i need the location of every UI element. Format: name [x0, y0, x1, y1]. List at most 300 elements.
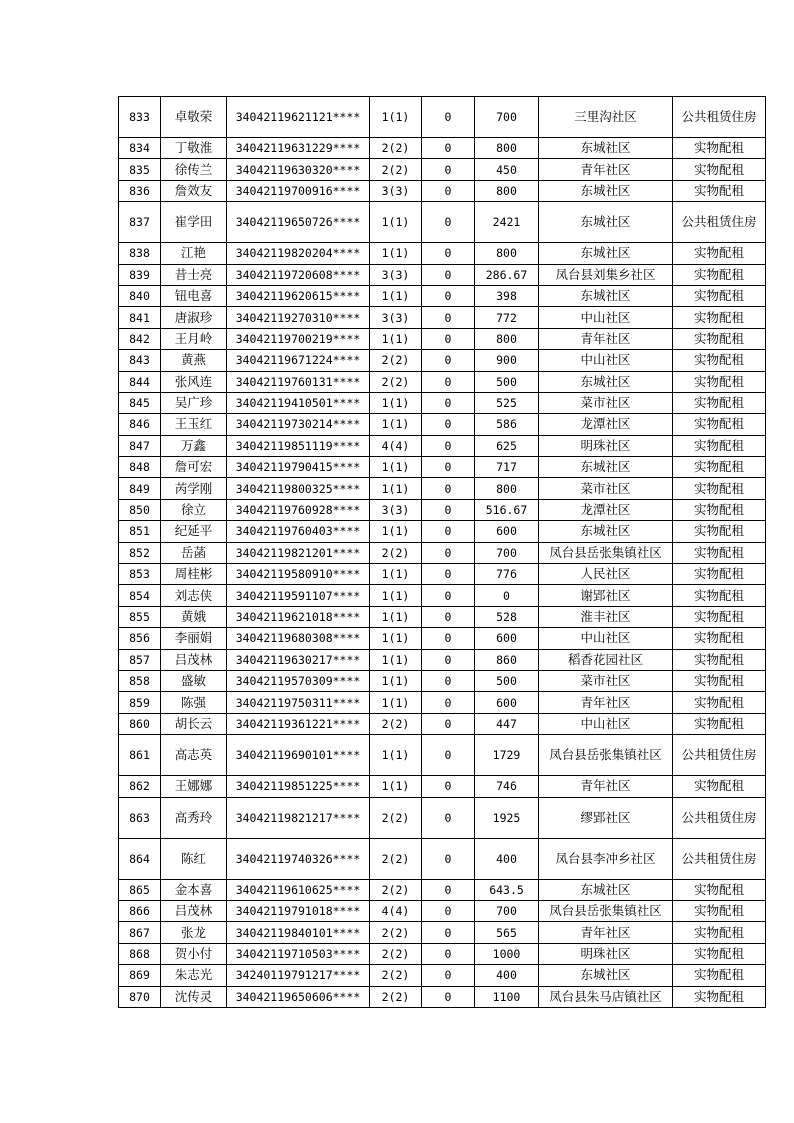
table-row: [119, 542, 766, 563]
name-cell: 崔学田: [161, 202, 227, 243]
rental-type-cell: 实物配租: [673, 328, 766, 349]
table-row: [119, 628, 766, 649]
row-number-cell: 841: [119, 307, 161, 328]
amount-cell: 1000: [475, 943, 539, 964]
col-zero-cell: 0: [422, 838, 475, 879]
rental-type-cell: 实物配租: [673, 264, 766, 285]
table-row: [119, 180, 766, 201]
household-size-cell: 1(1): [370, 328, 422, 349]
row-number-cell: 835: [119, 159, 161, 180]
amount-cell: 860: [475, 649, 539, 670]
table-row: [119, 585, 766, 606]
rental-type-cell: 实物配租: [673, 414, 766, 435]
row-number-cell: 852: [119, 542, 161, 563]
row-number-cell: 856: [119, 628, 161, 649]
col-zero-cell: 0: [422, 922, 475, 943]
name-cell: 张风连: [161, 371, 227, 392]
rental-type-cell: 实物配租: [673, 965, 766, 986]
row-number-cell: 847: [119, 435, 161, 456]
row-number-cell: 860: [119, 713, 161, 734]
community-cell: 凤台县岳张集镇社区: [539, 900, 673, 921]
amount-cell: 1100: [475, 986, 539, 1007]
community-cell: 东城社区: [539, 965, 673, 986]
rental-type-cell: 实物配租: [673, 499, 766, 520]
col-zero-cell: 0: [422, 585, 475, 606]
rental-type-cell: 公共租赁住房: [673, 797, 766, 838]
household-size-cell: 1(1): [370, 202, 422, 243]
community-cell: 凤台县岳张集镇社区: [539, 735, 673, 776]
col-zero-cell: 0: [422, 564, 475, 585]
amount-cell: 600: [475, 692, 539, 713]
row-number-cell: 866: [119, 900, 161, 921]
name-cell: 詹可宏: [161, 457, 227, 478]
id-number-cell: 34240119791217****: [227, 965, 370, 986]
household-size-cell: 1(1): [370, 97, 422, 138]
row-number-cell: 854: [119, 585, 161, 606]
id-number-cell: 34042119790415****: [227, 457, 370, 478]
community-cell: 凤台县朱马店镇社区: [539, 986, 673, 1007]
household-size-cell: 1(1): [370, 606, 422, 627]
row-number-cell: 846: [119, 414, 161, 435]
community-cell: 菜市社区: [539, 392, 673, 413]
col-zero-cell: 0: [422, 457, 475, 478]
name-cell: 黄娥: [161, 606, 227, 627]
table-row: [119, 965, 766, 986]
col-zero-cell: 0: [422, 328, 475, 349]
rental-type-cell: 实物配租: [673, 350, 766, 371]
name-cell: 徐立: [161, 499, 227, 520]
id-number-cell: 34042119631229****: [227, 138, 370, 159]
household-size-cell: 2(2): [370, 838, 422, 879]
rental-type-cell: 公共租赁住房: [673, 735, 766, 776]
table-row: [119, 138, 766, 159]
rental-type-cell: 实物配租: [673, 649, 766, 670]
name-cell: 黄燕: [161, 350, 227, 371]
table-row: [119, 97, 766, 138]
amount-cell: 565: [475, 922, 539, 943]
name-cell: 万鑫: [161, 435, 227, 456]
table-row: [119, 922, 766, 943]
col-zero-cell: 0: [422, 521, 475, 542]
community-cell: 凤台县岳张集镇社区: [539, 542, 673, 563]
household-size-cell: 1(1): [370, 457, 422, 478]
community-cell: 龙潭社区: [539, 499, 673, 520]
id-number-cell: 34042119760928****: [227, 499, 370, 520]
id-number-cell: 34042119680308****: [227, 628, 370, 649]
id-number-cell: 34042119740326****: [227, 838, 370, 879]
rental-type-cell: 实物配租: [673, 776, 766, 797]
amount-cell: 643.5: [475, 879, 539, 900]
name-cell: 贺小付: [161, 943, 227, 964]
household-size-cell: 2(2): [370, 986, 422, 1007]
rental-type-cell: 实物配租: [673, 392, 766, 413]
household-size-cell: 2(2): [370, 371, 422, 392]
household-size-cell: 2(2): [370, 159, 422, 180]
table-row: [119, 478, 766, 499]
table-row: [119, 328, 766, 349]
col-zero-cell: 0: [422, 264, 475, 285]
amount-cell: 516.67: [475, 499, 539, 520]
id-number-cell: 34042119821201****: [227, 542, 370, 563]
community-cell: 青年社区: [539, 328, 673, 349]
table-row: [119, 900, 766, 921]
col-zero-cell: 0: [422, 159, 475, 180]
household-size-cell: 1(1): [370, 478, 422, 499]
table-row: [119, 307, 766, 328]
table-row: [119, 499, 766, 520]
id-number-cell: 34042119580910****: [227, 564, 370, 585]
rental-type-cell: 实物配租: [673, 670, 766, 691]
community-cell: 三里沟社区: [539, 97, 673, 138]
table-row: [119, 159, 766, 180]
rental-type-cell: 实物配租: [673, 628, 766, 649]
rental-type-cell: 实物配租: [673, 606, 766, 627]
col-zero-cell: 0: [422, 628, 475, 649]
rental-type-cell: 公共租赁住房: [673, 202, 766, 243]
col-zero-cell: 0: [422, 307, 475, 328]
row-number-cell: 834: [119, 138, 161, 159]
name-cell: 昔士亮: [161, 264, 227, 285]
rental-type-cell: 实物配租: [673, 542, 766, 563]
name-cell: 朱志光: [161, 965, 227, 986]
rental-type-cell: 实物配租: [673, 943, 766, 964]
household-size-cell: 1(1): [370, 692, 422, 713]
table-row: [119, 943, 766, 964]
name-cell: 李丽娟: [161, 628, 227, 649]
community-cell: 菜市社区: [539, 670, 673, 691]
table-row: [119, 392, 766, 413]
rental-type-cell: 实物配租: [673, 879, 766, 900]
household-size-cell: 2(2): [370, 965, 422, 986]
household-size-cell: 2(2): [370, 797, 422, 838]
row-number-cell: 861: [119, 735, 161, 776]
rental-type-cell: 实物配租: [673, 713, 766, 734]
id-number-cell: 34042119700219****: [227, 328, 370, 349]
amount-cell: 586: [475, 414, 539, 435]
table-row: [119, 692, 766, 713]
amount-cell: 700: [475, 900, 539, 921]
col-zero-cell: 0: [422, 350, 475, 371]
col-zero-cell: 0: [422, 371, 475, 392]
col-zero-cell: 0: [422, 649, 475, 670]
row-number-cell: 836: [119, 180, 161, 201]
rental-type-cell: 实物配租: [673, 692, 766, 713]
community-cell: 东城社区: [539, 879, 673, 900]
id-number-cell: 34042119851225****: [227, 776, 370, 797]
row-number-cell: 859: [119, 692, 161, 713]
community-cell: 青年社区: [539, 159, 673, 180]
community-cell: 东城社区: [539, 180, 673, 201]
col-zero-cell: 0: [422, 138, 475, 159]
id-number-cell: 34042119570309****: [227, 670, 370, 691]
table-row: [119, 735, 766, 776]
household-size-cell: 3(3): [370, 180, 422, 201]
col-zero-cell: 0: [422, 735, 475, 776]
household-size-cell: 2(2): [370, 943, 422, 964]
row-number-cell: 853: [119, 564, 161, 585]
col-zero-cell: 0: [422, 97, 475, 138]
id-number-cell: 34042119720608****: [227, 264, 370, 285]
community-cell: 青年社区: [539, 776, 673, 797]
row-number-cell: 870: [119, 986, 161, 1007]
name-cell: 沈传灵: [161, 986, 227, 1007]
col-zero-cell: 0: [422, 965, 475, 986]
col-zero-cell: 0: [422, 478, 475, 499]
community-cell: 中山社区: [539, 713, 673, 734]
rental-type-cell: 公共租赁住房: [673, 838, 766, 879]
table-row: [119, 797, 766, 838]
row-number-cell: 840: [119, 285, 161, 306]
household-size-cell: 3(3): [370, 264, 422, 285]
col-zero-cell: 0: [422, 776, 475, 797]
name-cell: 徐传兰: [161, 159, 227, 180]
community-cell: 东城社区: [539, 521, 673, 542]
row-number-cell: 865: [119, 879, 161, 900]
amount-cell: 286.67: [475, 264, 539, 285]
household-size-cell: 3(3): [370, 499, 422, 520]
id-number-cell: 34042119820204****: [227, 243, 370, 264]
id-number-cell: 34042119621121****: [227, 97, 370, 138]
community-cell: 东城社区: [539, 138, 673, 159]
name-cell: 胡长云: [161, 713, 227, 734]
household-size-cell: 2(2): [370, 922, 422, 943]
rental-type-cell: 实物配租: [673, 986, 766, 1007]
id-number-cell: 34042119700916****: [227, 180, 370, 201]
name-cell: 吕茂林: [161, 649, 227, 670]
table-row: [119, 776, 766, 797]
community-cell: 谢郢社区: [539, 585, 673, 606]
community-cell: 龙潭社区: [539, 414, 673, 435]
id-number-cell: 34042119690101****: [227, 735, 370, 776]
table-row: [119, 414, 766, 435]
row-number-cell: 833: [119, 97, 161, 138]
col-zero-cell: 0: [422, 499, 475, 520]
id-number-cell: 34042119710503****: [227, 943, 370, 964]
household-size-cell: 1(1): [370, 392, 422, 413]
id-number-cell: 34042119650606****: [227, 986, 370, 1007]
rental-type-cell: 实物配租: [673, 564, 766, 585]
rental-type-cell: 实物配租: [673, 585, 766, 606]
col-zero-cell: 0: [422, 542, 475, 563]
household-size-cell: 1(1): [370, 735, 422, 776]
name-cell: 张龙: [161, 922, 227, 943]
col-zero-cell: 0: [422, 202, 475, 243]
id-number-cell: 34042119791018****: [227, 900, 370, 921]
table-row: [119, 435, 766, 456]
rental-type-cell: 实物配租: [673, 900, 766, 921]
rental-type-cell: 实物配租: [673, 138, 766, 159]
col-zero-cell: 0: [422, 180, 475, 201]
id-number-cell: 34042119591107****: [227, 585, 370, 606]
community-cell: 凤台县刘集乡社区: [539, 264, 673, 285]
name-cell: 周桂彬: [161, 564, 227, 585]
table-row: [119, 285, 766, 306]
amount-cell: 625: [475, 435, 539, 456]
amount-cell: 1925: [475, 797, 539, 838]
col-zero-cell: 0: [422, 713, 475, 734]
row-number-cell: 867: [119, 922, 161, 943]
name-cell: 高志英: [161, 735, 227, 776]
community-cell: 人民社区: [539, 564, 673, 585]
household-size-cell: 1(1): [370, 521, 422, 542]
col-zero-cell: 0: [422, 243, 475, 264]
name-cell: 岳菡: [161, 542, 227, 563]
row-number-cell: 855: [119, 606, 161, 627]
row-number-cell: 848: [119, 457, 161, 478]
rental-type-cell: 实物配租: [673, 307, 766, 328]
table-row: [119, 606, 766, 627]
id-number-cell: 34042119620615****: [227, 285, 370, 306]
row-number-cell: 851: [119, 521, 161, 542]
id-number-cell: 34042119361221****: [227, 713, 370, 734]
name-cell: 王月岭: [161, 328, 227, 349]
amount-cell: 2421: [475, 202, 539, 243]
household-size-cell: 2(2): [370, 350, 422, 371]
col-zero-cell: 0: [422, 392, 475, 413]
name-cell: 盛敏: [161, 670, 227, 691]
rental-type-cell: 实物配租: [673, 243, 766, 264]
col-zero-cell: 0: [422, 692, 475, 713]
name-cell: 陈强: [161, 692, 227, 713]
id-number-cell: 34042119621018****: [227, 606, 370, 627]
id-number-cell: 34042119821217****: [227, 797, 370, 838]
name-cell: 钮电喜: [161, 285, 227, 306]
household-size-cell: 2(2): [370, 542, 422, 563]
name-cell: 卓敬荣: [161, 97, 227, 138]
community-cell: 东城社区: [539, 371, 673, 392]
id-number-cell: 34042119610625****: [227, 879, 370, 900]
row-number-cell: 868: [119, 943, 161, 964]
name-cell: 王玉红: [161, 414, 227, 435]
amount-cell: 500: [475, 670, 539, 691]
community-cell: 明珠社区: [539, 435, 673, 456]
table-row: [119, 521, 766, 542]
id-number-cell: 34042119410501****: [227, 392, 370, 413]
table-row: [119, 350, 766, 371]
amount-cell: 900: [475, 350, 539, 371]
row-number-cell: 839: [119, 264, 161, 285]
community-cell: 凤台县李冲乡社区: [539, 838, 673, 879]
col-zero-cell: 0: [422, 879, 475, 900]
table-row: [119, 243, 766, 264]
col-zero-cell: 0: [422, 986, 475, 1007]
household-size-cell: 1(1): [370, 285, 422, 306]
household-size-cell: 2(2): [370, 713, 422, 734]
id-number-cell: 34042119851119****: [227, 435, 370, 456]
household-size-cell: 1(1): [370, 564, 422, 585]
community-cell: 中山社区: [539, 350, 673, 371]
community-cell: 青年社区: [539, 922, 673, 943]
rental-type-cell: 实物配租: [673, 457, 766, 478]
name-cell: 詹效友: [161, 180, 227, 201]
roster-body: [119, 97, 766, 1008]
col-zero-cell: 0: [422, 435, 475, 456]
row-number-cell: 857: [119, 649, 161, 670]
row-number-cell: 845: [119, 392, 161, 413]
row-number-cell: 843: [119, 350, 161, 371]
amount-cell: 746: [475, 776, 539, 797]
row-number-cell: 837: [119, 202, 161, 243]
row-number-cell: 863: [119, 797, 161, 838]
rental-type-cell: 实物配租: [673, 180, 766, 201]
table-row: [119, 371, 766, 392]
rental-type-cell: 实物配租: [673, 159, 766, 180]
community-cell: 淮丰社区: [539, 606, 673, 627]
row-number-cell: 862: [119, 776, 161, 797]
col-zero-cell: 0: [422, 943, 475, 964]
amount-cell: 525: [475, 392, 539, 413]
col-zero-cell: 0: [422, 670, 475, 691]
rental-type-cell: 实物配租: [673, 285, 766, 306]
name-cell: 吴广珍: [161, 392, 227, 413]
amount-cell: 0: [475, 585, 539, 606]
household-size-cell: 1(1): [370, 414, 422, 435]
table-row: [119, 202, 766, 243]
table-row: [119, 670, 766, 691]
name-cell: 江艳: [161, 243, 227, 264]
community-cell: 中山社区: [539, 628, 673, 649]
amount-cell: 776: [475, 564, 539, 585]
name-cell: 刘志侠: [161, 585, 227, 606]
name-cell: 金本喜: [161, 879, 227, 900]
id-number-cell: 34042119730214****: [227, 414, 370, 435]
table-row: [119, 649, 766, 670]
col-zero-cell: 0: [422, 414, 475, 435]
row-number-cell: 858: [119, 670, 161, 691]
table-row: [119, 713, 766, 734]
community-cell: 东城社区: [539, 457, 673, 478]
table-row: [119, 264, 766, 285]
household-size-cell: 1(1): [370, 585, 422, 606]
rental-type-cell: 实物配租: [673, 435, 766, 456]
community-cell: 菜市社区: [539, 478, 673, 499]
household-size-cell: 4(4): [370, 900, 422, 921]
amount-cell: 400: [475, 838, 539, 879]
community-cell: 中山社区: [539, 307, 673, 328]
amount-cell: 398: [475, 285, 539, 306]
amount-cell: 528: [475, 606, 539, 627]
id-number-cell: 34042119630320****: [227, 159, 370, 180]
name-cell: 高秀玲: [161, 797, 227, 838]
amount-cell: 447: [475, 713, 539, 734]
community-cell: 缪郢社区: [539, 797, 673, 838]
id-number-cell: 34042119800325****: [227, 478, 370, 499]
amount-cell: 700: [475, 542, 539, 563]
name-cell: 王娜娜: [161, 776, 227, 797]
id-number-cell: 34042119671224****: [227, 350, 370, 371]
name-cell: 丁敬淮: [161, 138, 227, 159]
community-cell: 稻香花园社区: [539, 649, 673, 670]
amount-cell: 800: [475, 328, 539, 349]
household-size-cell: 2(2): [370, 879, 422, 900]
household-size-cell: 1(1): [370, 776, 422, 797]
amount-cell: 700: [475, 97, 539, 138]
id-number-cell: 34042119650726****: [227, 202, 370, 243]
id-number-cell: 34042119760131****: [227, 371, 370, 392]
community-cell: 青年社区: [539, 692, 673, 713]
name-cell: 纪延平: [161, 521, 227, 542]
amount-cell: 600: [475, 628, 539, 649]
household-size-cell: 3(3): [370, 307, 422, 328]
household-size-cell: 4(4): [370, 435, 422, 456]
name-cell: 吕茂林: [161, 900, 227, 921]
amount-cell: 450: [475, 159, 539, 180]
table-row: [119, 838, 766, 879]
household-size-cell: 1(1): [370, 243, 422, 264]
id-number-cell: 34042119750311****: [227, 692, 370, 713]
amount-cell: 717: [475, 457, 539, 478]
community-cell: 东城社区: [539, 285, 673, 306]
